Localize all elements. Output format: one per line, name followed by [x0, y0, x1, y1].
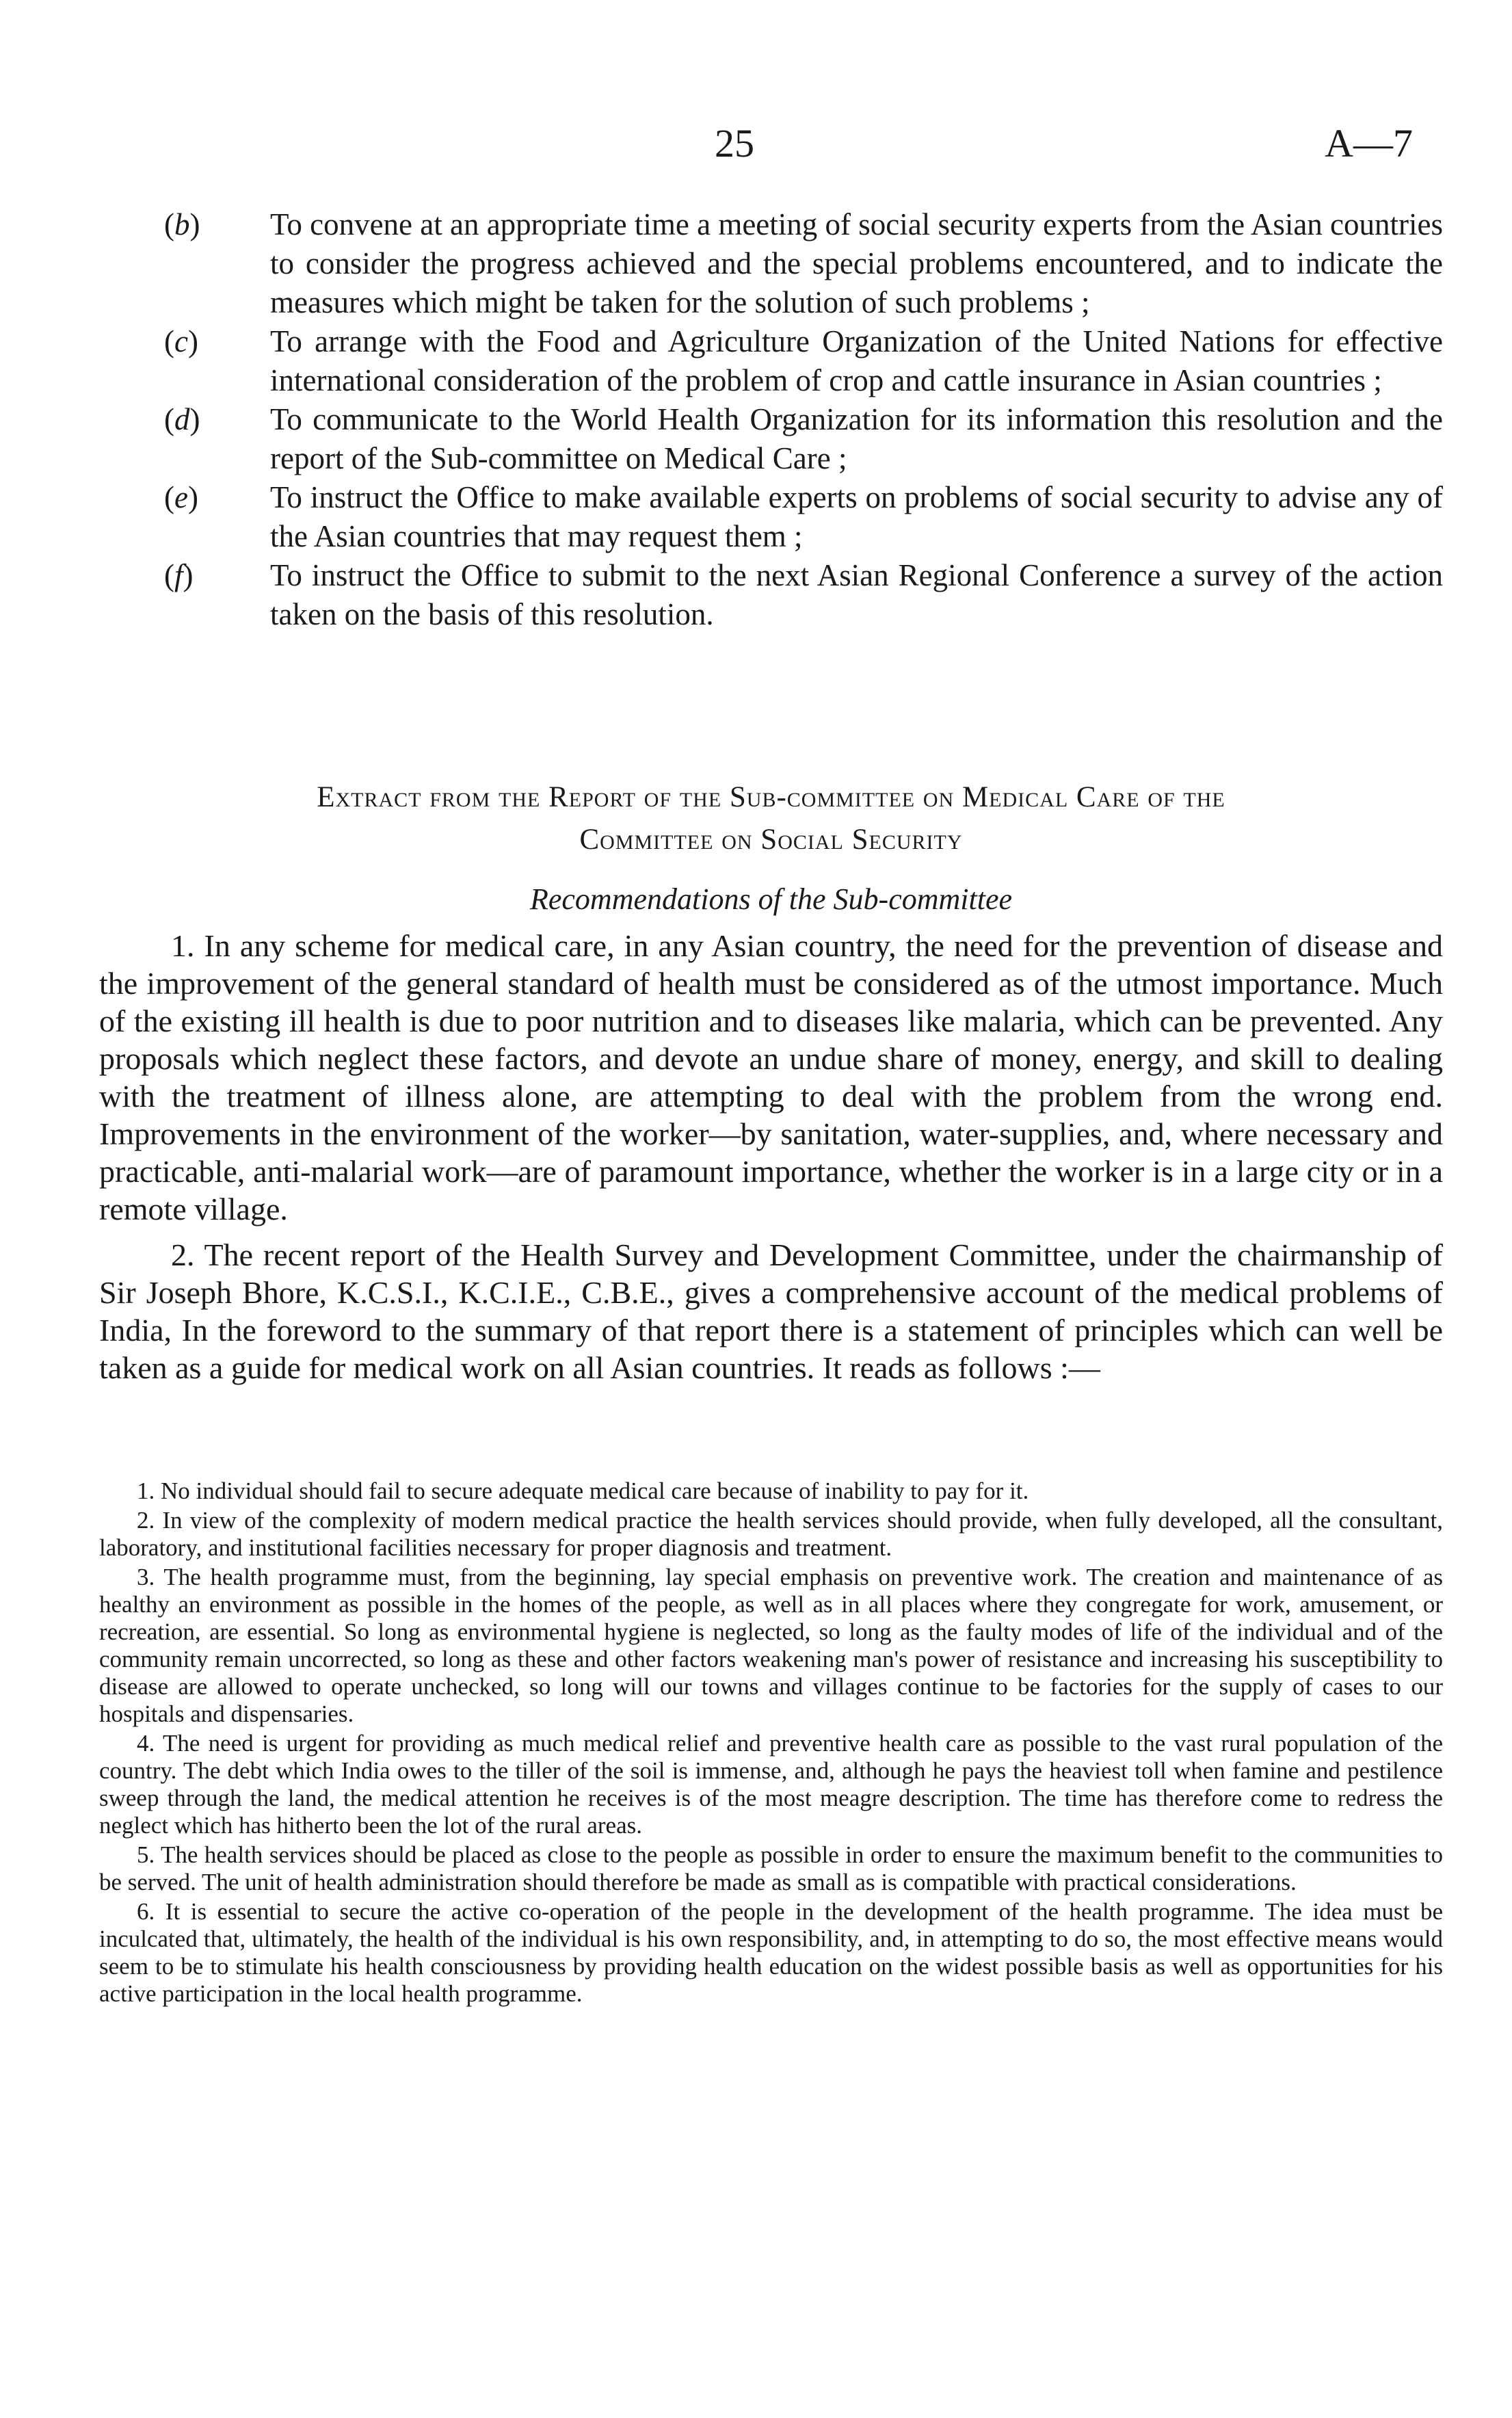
resolution-list	[164, 205, 1443, 634]
paragraph-2: 2. The recent report of the Health Survey and Development Committee, under the chairmanship of Sir Joseph Bhore, K.C.S.I., K.C.I.E., C.B.E., gives a comprehensive account of the medical problems of India, In the foreword to the summary of that report there is a statement of principles which can well be taken as a guide for medical work on all Asian countries. It reads as follows :—	[99, 1237, 1443, 1385]
item-marker: (e)	[164, 480, 198, 514]
section-heading	[99, 776, 1443, 861]
item-marker: (d)	[164, 402, 200, 436]
principles-list	[99, 1477, 1443, 2010]
resolution-item-c	[164, 322, 1443, 400]
page-header	[0, 116, 1512, 178]
principle-6: 6. It is essential to secure the active co-operation of the people in the development of the health programme. The idea must be inculcated that, ultimately, the health of the individual is his own responsibility, and, in attempting to do so, the most effective means would seem to be to stimulate his health consciousness by providing health education on the widest possible basis as well as opportunities for his active participation in the local health programme.	[99, 1898, 1443, 2007]
item-marker: (f)	[164, 558, 194, 592]
section-subheading: Recommendations of the Sub-committee	[529, 882, 1013, 916]
principle-1: 1. No individual should fail to secure adequate medical care because of inability to pay for it.	[137, 1477, 1029, 1504]
principle-4: 4. The need is urgent for providing as much medical relief and preventive health care as possible to the vast rural population of the country. The debt which India owes to the tiller of the soil is immense, and, although he pays the heaviest toll when famine and pestilence sweep through the land, the medical attention he receives is of the most meagre description. The time has therefore come to redress the neglect which has hitherto been the lot of the rural areas.	[99, 1730, 1443, 1839]
item-marker: (c)	[164, 324, 198, 358]
resolution-item-f	[164, 556, 1443, 634]
principle-2: 2. In view of the complexity of modern medical practice the health services should provide, when fully developed, all the consultant, laboratory, and institutional facilities necessary for proper diagnosis and treatment.	[99, 1507, 1443, 1561]
item-marker: (b)	[164, 207, 200, 241]
principle-3: 3. The health programme must, from the beginning, lay special emphasis on preventive work. The creation and maintenance of as healthy an environment as possible in the homes of the people, as well as in all places where they congregate for work, amusement, or recreation, are essential. So long as environmental hygiene is neglected, so long as the faulty modes of life of the individual and of the community remain uncorrected, so long as these and other factors weakening man's power of resistance and increasing his susceptibility to disease are allowed to operate unchecked, so long will our towns and villages continue to be factories for the supply of cases to our hospitals and dispensaries.	[99, 1564, 1443, 1727]
resolution-text: To instruct the Office to make available experts on problems of social security to advise any of the Asian countries that may request them ;	[270, 480, 1443, 553]
main-paragraphs	[99, 927, 1443, 1395]
section-heading-line2: Committee on Social Security	[579, 824, 963, 856]
page-number: 25	[715, 121, 754, 166]
resolution-item-d	[164, 400, 1443, 478]
resolution-text: To arrange with the Food and Agriculture Organization of the United Nations for effective international consideration of the problem of crop and cattle insurance in Asian countries ;	[270, 324, 1443, 397]
resolution-text: To communicate to the World Health Organization for its information this resolution and the report of the Sub-committee on Medical Care ;	[270, 402, 1443, 475]
principle-5: 5. The health services should be placed as close to the people as possible in order to ensure the maximum benefit to the communities to be served. The unit of health administration should therefore be made as small as is compatible with practical considerations.	[99, 1841, 1443, 1895]
section-heading-line1: Extract from the Report of the Sub-committee on Medical Care of the	[317, 781, 1225, 813]
page-code: A—7	[1325, 121, 1413, 166]
resolution-text: To convene at an appropriate time a meeting of social security experts from the Asian countries to consider the progress achieved and the special problems encountered, and to indicate the measures which might be taken for the solution of such problems ;	[270, 207, 1444, 319]
resolution-item-b	[164, 205, 1443, 322]
paragraph-1: 1. In any scheme for medical care, in any Asian country, the need for the prevention of disease and the improvement of the general standard of health must be considered as of the utmost importance. Much of the existing ill health is due to poor nutrition and to diseases like malaria, which can be prevented. Any proposals which neglect these factors, and devote an undue share of money, energy, and skill to dealing with the treatment of illness alone, are attempting to deal with the problem from the wrong end. Improvements in the environment of the worker—by sanitation, water-supplies, and, where necessary and practicable, anti-malarial work—are of paramount importance, whether the worker is in a large city or in a remote village.	[99, 928, 1443, 1226]
resolution-item-e	[164, 478, 1443, 556]
resolution-text: To instruct the Office to submit to the next Asian Regional Conference a survey of the action taken on the basis of this resolution.	[270, 558, 1443, 631]
